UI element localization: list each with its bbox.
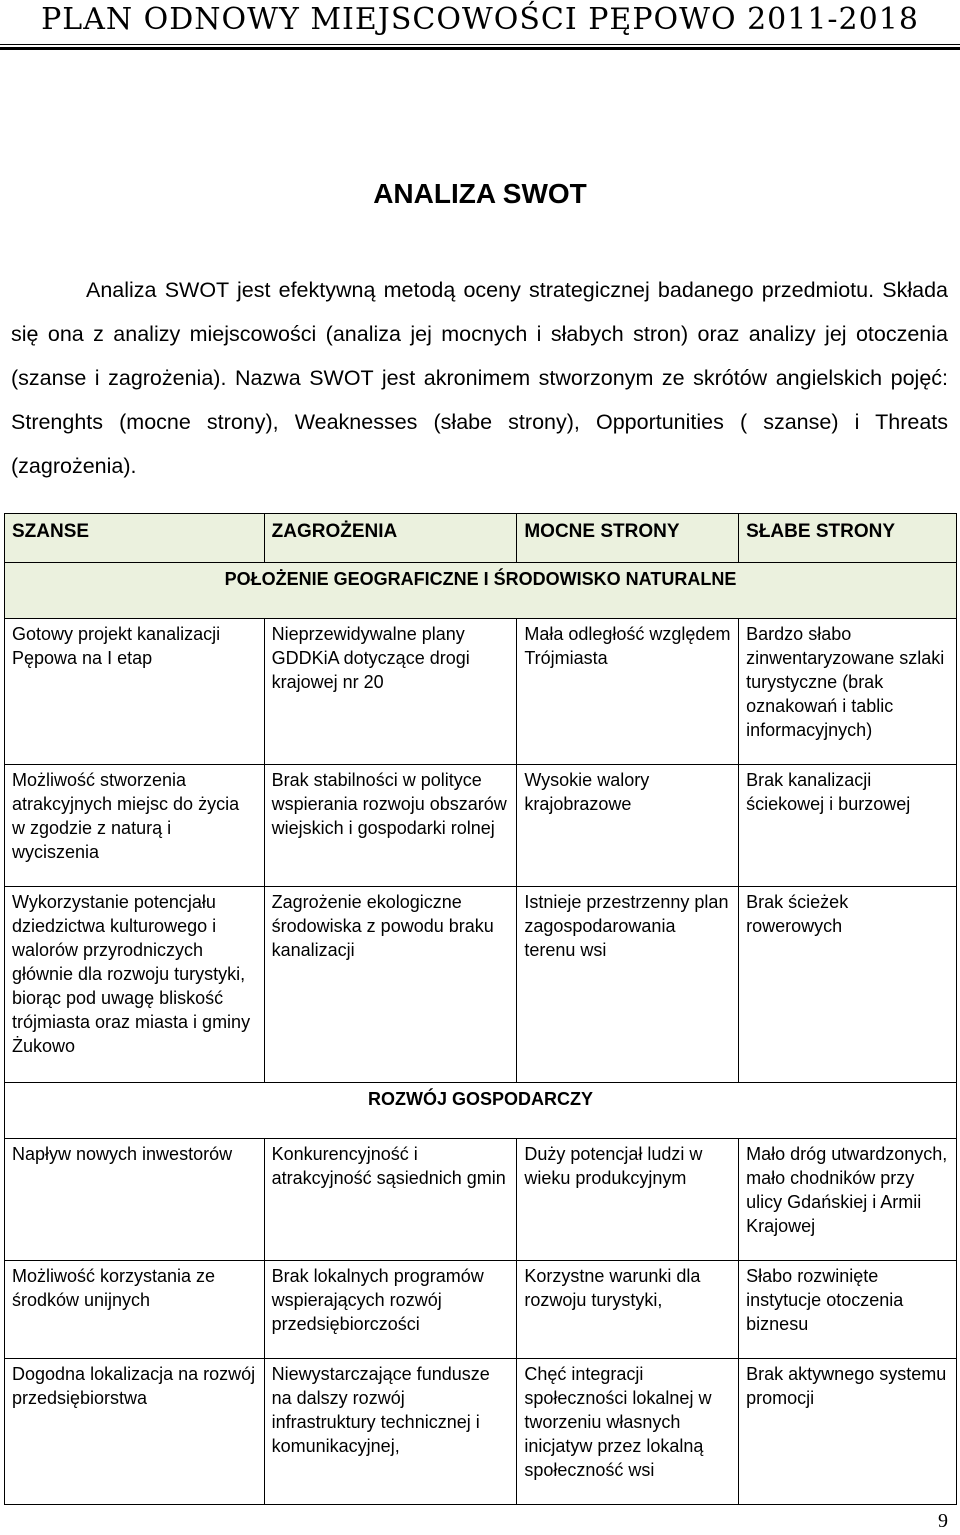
table-row [5,1261,957,1359]
table-cell: Brak aktywnego systemu promocji [739,1359,957,1505]
section-title-economy: ROZWÓJ GOSPODARCZY [5,1083,957,1139]
table-cell: Nieprzewidywalne plany GDDKiA dotyczące drogi krajowej nr 20 [264,619,517,765]
table-header-row [5,514,957,563]
table-cell: Napływ nowych inwestorów [5,1139,265,1261]
header-threats: ZAGROŻENIA [264,514,517,563]
header-strengths: MOCNE STRONY [517,514,739,563]
table-row [5,765,957,887]
table-cell: Możliwość korzystania ze środków unijnych [5,1261,265,1359]
section-title-geography: POŁOŻENIE GEOGRAFICZNE I ŚRODOWISKO NATURALNE [5,563,957,619]
table-cell: Zagrożenie ekologiczne środowiska z powodu braku kanalizacji [264,887,517,1083]
page-number: 9 [938,1510,948,1532]
table-cell: Wysokie walory krajobrazowe [517,765,739,887]
table-cell: Możliwość stworzenia atrakcyjnych miejsc do życia w zgodzie z naturą i wyciszenia [5,765,265,887]
table-cell: Wykorzystanie potencjału dziedzictwa kulturowego i walorów przyrodniczych głównie dla rozwoju turystyki, biorąc pod uwagę bliskość trójmiasta oraz miasta i gminy Żukowo [5,887,265,1083]
page-header [0,0,960,42]
table-cell: Gotowy projekt kanalizacji Pępowa na I etap [5,619,265,765]
header-rule [0,44,960,50]
table-cell: Brak lokalnych programów wspierających rozwój przedsiębiorczości [264,1261,517,1359]
table-cell: Korzystne warunki dla rozwoju turystyki, [517,1261,739,1359]
table-row [5,619,957,765]
section-row [5,1083,957,1139]
header-weaknesses: SŁABE STRONY [739,514,957,563]
table-cell: Mała odległość względem Trójmiasta [517,619,739,765]
table-cell: Mało dróg utwardzonych, mało chodników przy ulicy Gdańskiej i Armii Krajowej [739,1139,957,1261]
section-title: ANALIZA SWOT [373,178,587,209]
table-cell: Brak kanalizacji ściekowej i burzowej [739,765,957,887]
table-cell: Słabo rozwinięte instytucje otoczenia biznesu [739,1261,957,1359]
table-row [5,887,957,1083]
intro-paragraph: Analiza SWOT jest efektywną metodą oceny strategicznej badanego przedmiotu. Składa się ona z analizy miejscowości (analiza jej mocnych i słabych stron) oraz analizy jej otoczenia (szanse i zagrożenia). Nazwa SWOT jest akronimem stworzonym ze skrótów angielskich pojęć: Strenghts (mocne strony), Weaknesses (słabe strony), Opportunities ( szanse) i Threats (zagrożenia). [11,278,948,478]
table-cell: Brak ścieżek rowerowych [739,887,957,1083]
table-cell: Dogodna lokalizacja na rozwój przedsiębiorstwa [5,1359,265,1505]
header-title: PLAN ODNOWY MIEJSCOWOŚCI PĘPOWO 2011-2018 [41,2,919,37]
table-cell: Istnieje przestrzenny plan zagospodarowania terenu wsi [517,887,739,1083]
table-cell: Konkurencyjność i atrakcyjność sąsiednich gmin [264,1139,517,1261]
swot-table [4,513,957,1505]
table-row [5,1359,957,1505]
section-row [5,563,957,619]
table-cell: Brak stabilności w polityce wspierania rozwoju obszarów wiejskich i gospodarki rolnej [264,765,517,887]
table-row [5,1139,957,1261]
table-cell: Bardzo słabo zinwentaryzowane szlaki turystyczne (brak oznakowań i tablic informacyjnych) [739,619,957,765]
header-opportunities: SZANSE [5,514,265,563]
table-cell: Chęć integracji społeczności lokalnej w tworzeniu własnych inicjatyw przez lokalną społeczność wsi [517,1359,739,1505]
table-cell: Niewystarczające fundusze na dalszy rozwój infrastruktury technicznej i komunikacyjnej, [264,1359,517,1505]
table-cell: Duży potencjał ludzi w wieku produkcyjnym [517,1139,739,1261]
